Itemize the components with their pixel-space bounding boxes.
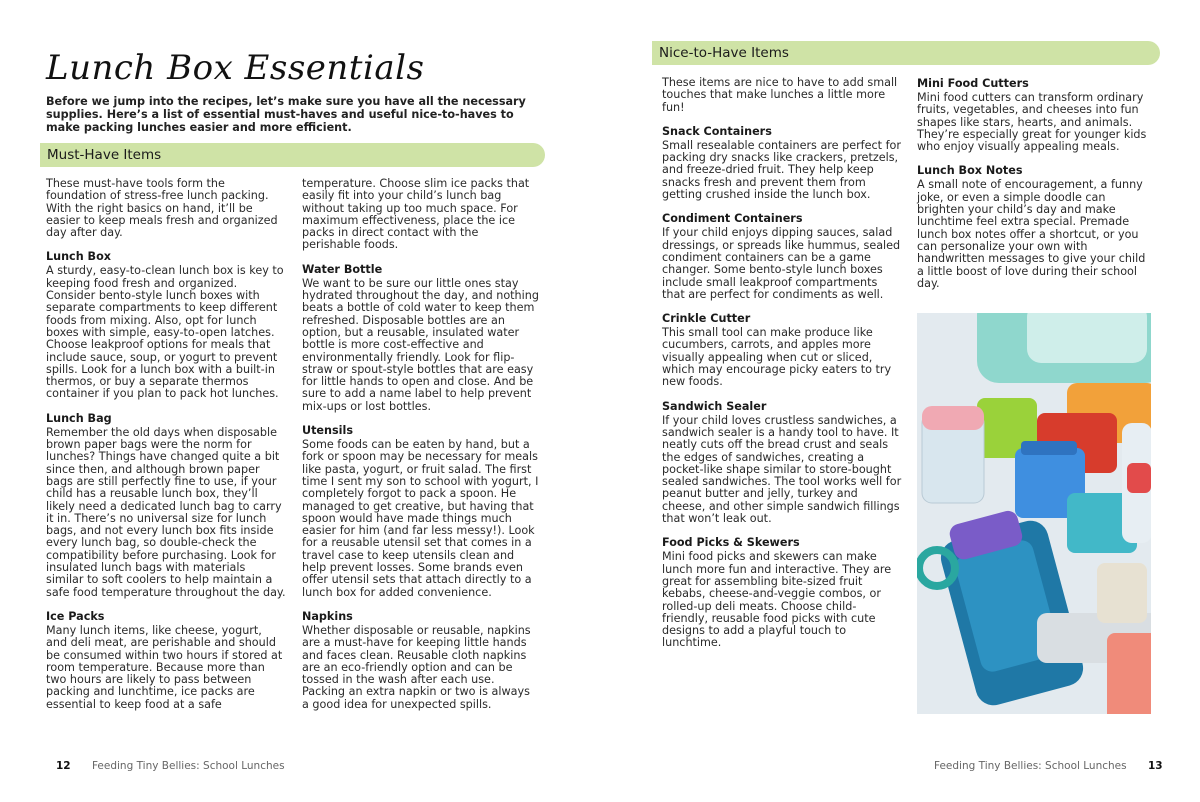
nice-to-have-column-1 bbox=[662, 77, 902, 661]
lunch-supplies-photo bbox=[917, 313, 1151, 714]
sandwich-sealer-text: If your child loves crustless sandwiches, a sandwich sealer is a handy tool to have. It neatly cuts off the bread crust and seals the edges of sandwiches, creating a pocket-like shape similar to store-bought sealed sandwiches. The tool works well for peanut butter and jelly, turkey and cheese, and other simple sandwich fillings that won’t leak out. bbox=[662, 413, 902, 526]
condiment-containers-text: If your child enjoys dipping sauces, salad dressings, or spreads like hummus, sealed condiment containers can be a game changer. Some bento-style lunch boxes include small leakproof compartments that are perfect for condiments as well. bbox=[662, 226, 901, 301]
sandwich-sealer-heading: Sandwich Sealer bbox=[662, 399, 767, 413]
crinkle-cutter-heading: Crinkle Cutter bbox=[662, 312, 751, 326]
food-picks-heading: Food Picks & Skewers bbox=[662, 536, 800, 550]
condiment-containers-heading: Condiment Containers bbox=[662, 212, 803, 226]
nice-to-have-band: Nice-to-Have Items bbox=[652, 41, 1160, 65]
lunch-bag-heading: Lunch Bag bbox=[46, 411, 112, 425]
intro-paragraph: Before we jump into the recipes, let’s make sure you have all the necessary supplies. Here’s a list of essential must-haves and useful nice-to-haves to make packing lunches easier and more efficient. bbox=[46, 95, 526, 135]
page-number: 12 bbox=[56, 760, 71, 772]
lunch-box-text: A sturdy, easy-to-clean lunch box is key to keeping food fresh and organized. Consider bento-style lunch boxes with separate compartments to keep different foods from mixing. Also, opt for lunch boxes with simple, easy-to-open latches. Choose leakproof options for meals that include sauce, soup, or yogurt to prevent spills. Look for a lunch box with a built-in thermos, or buy a separate thermos container if you plan to pack hot lunches. bbox=[46, 264, 284, 401]
must-have-column-2 bbox=[302, 178, 540, 722]
lunch-box-heading: Lunch Box bbox=[46, 250, 111, 264]
mini-food-cutters-heading: Mini Food Cutters bbox=[917, 77, 1029, 90]
ice-packs-heading: Ice Packs bbox=[46, 609, 105, 623]
napkins-text: Whether disposable or reusable, napkins are a must-have for keeping little hands and faces clean. Reusable cloth napkins are an eco-friendly option and can be tossed in the wash after each use. Packing an extra napkin or two is always a good idea for unexpected spills. bbox=[302, 623, 531, 711]
right-page bbox=[600, 0, 1200, 802]
lunch-box-notes-heading: Lunch Box Notes bbox=[917, 164, 1023, 178]
right-footer bbox=[934, 760, 1163, 772]
ice-packs-continued: temperature. Choose slim ice packs that easily fit into your child’s lunch bag without taking up too much space. For maximum effectiveness, place the ice packs in direct contact with the perishable foods. bbox=[302, 177, 530, 252]
nice-to-have-column-2 bbox=[917, 77, 1153, 301]
must-have-column-1 bbox=[46, 178, 286, 722]
footer-title: Feeding Tiny Bellies: School Lunches bbox=[934, 760, 1127, 772]
mini-food-cutters-text: Mini food cutters can transform ordinary fruits, vegetables, and cheeses into fun shapes like stars, hearts, and animals. They’re especially great for younger kids who enjoy visually appealing meals. bbox=[917, 91, 1147, 154]
water-bottle-heading: Water Bottle bbox=[302, 262, 383, 276]
page-number: 13 bbox=[1147, 760, 1163, 772]
utensils-text: Some foods can be eaten by hand, but a fork or spoon may be necessary for meals like pasta, yogurt, or fruit salad. The first time I sent my son to school with yogurt, I completely forgot to pack a spoon. He managed to get creative, but having that spoon would have made things much easier for him (and far less messy!). Look for a reusable utensil set that comes in a travel case to keep utensils clean and help prevent losses. Some brands even offer utensil sets that attach directly to a lunch box for added convenience. bbox=[302, 438, 539, 599]
must-have-intro: These must-have tools form the foundation of stress-free lunch packing. With the right basics on hand, it’ll be easier to keep meals fresh and organized day after day. bbox=[46, 177, 278, 240]
nice-to-have-intro: These items are nice to have to add small touches that make lunches a little more fun! bbox=[662, 76, 898, 114]
snack-containers-text: Small resealable containers are perfect for packing dry snacks like crackers, pretzels, and freeze-dried fruit. They help keep snacks fresh and prevent them from getting crushed inside the lunch box. bbox=[662, 138, 901, 202]
water-bottle-text: We want to be sure our little ones stay hydrated throughout the day, and nothing beats a bottle of cold water to keep them refreshed. Disposable bottles are an option, but a reusable, insulated water bottle is more cost-effective and environmentally friendly. Look for flip-straw or spout-style bottles that are easy for little hands to open and close. And be sure to add a name label to help prevent mix-ups or lost bottles. bbox=[302, 276, 539, 413]
page-title: Lunch Box Essentials bbox=[46, 48, 425, 88]
crinkle-cutter-text: This small tool can make produce like cucumbers, carrots, and apples more visually appealing when cut or sliced, which may encourage picky eaters to try new foods. bbox=[662, 326, 892, 389]
snack-containers-heading: Snack Containers bbox=[662, 124, 772, 138]
footer-title: Feeding Tiny Bellies: School Lunches bbox=[91, 760, 285, 772]
ice-packs-text: Many lunch items, like cheese, yogurt, and deli meat, are perishable and should be consumed within two hours if stored at room temperature. Because more than two hours are likely to pass between packing and lunchtime, ice packs are essential to keep food at a safe bbox=[46, 623, 283, 711]
left-footer bbox=[56, 760, 285, 772]
napkins-heading: Napkins bbox=[302, 609, 353, 623]
utensils-heading: Utensils bbox=[302, 424, 353, 438]
food-picks-text: Mini food picks and skewers can make lunch more fun and interactive. They are great for assembling bite-sized fruit kebabs, cheese-and-veggie combos, or rolled-up deli meats. Choose child-friendly, reusable food picks with cute designs to add a playful touch to lunchtime. bbox=[662, 550, 892, 650]
lunch-bag-text: Remember the old days when disposable brown paper bags were the norm for lunches? Things have changed quite a bit since then, and although brown paper bags are still perfectly fine to use, if your child has a reusable lunch box, they’ll likely need a dedicated lunch bag to carry it in. There’s no universal size for lunch bags, and not every lunch box fits inside every lunch bag, so double-check the compatibility before purchasing. Look for insulated lunch bags with materials similar to soft coolers to help maintain a safe food temperature throughout the day. bbox=[46, 425, 286, 599]
lunch-box-notes-text: A small note of encouragement, a funny joke, or even a simple doodle can brighten your child’s day and make lunchtime feel extra special. Premade lunch box notes offer a shortcut, or you can personalize your own with handwritten messages to give your child a little boost of love during their school day. bbox=[917, 178, 1146, 290]
must-have-band: Must-Have Items bbox=[40, 143, 545, 167]
